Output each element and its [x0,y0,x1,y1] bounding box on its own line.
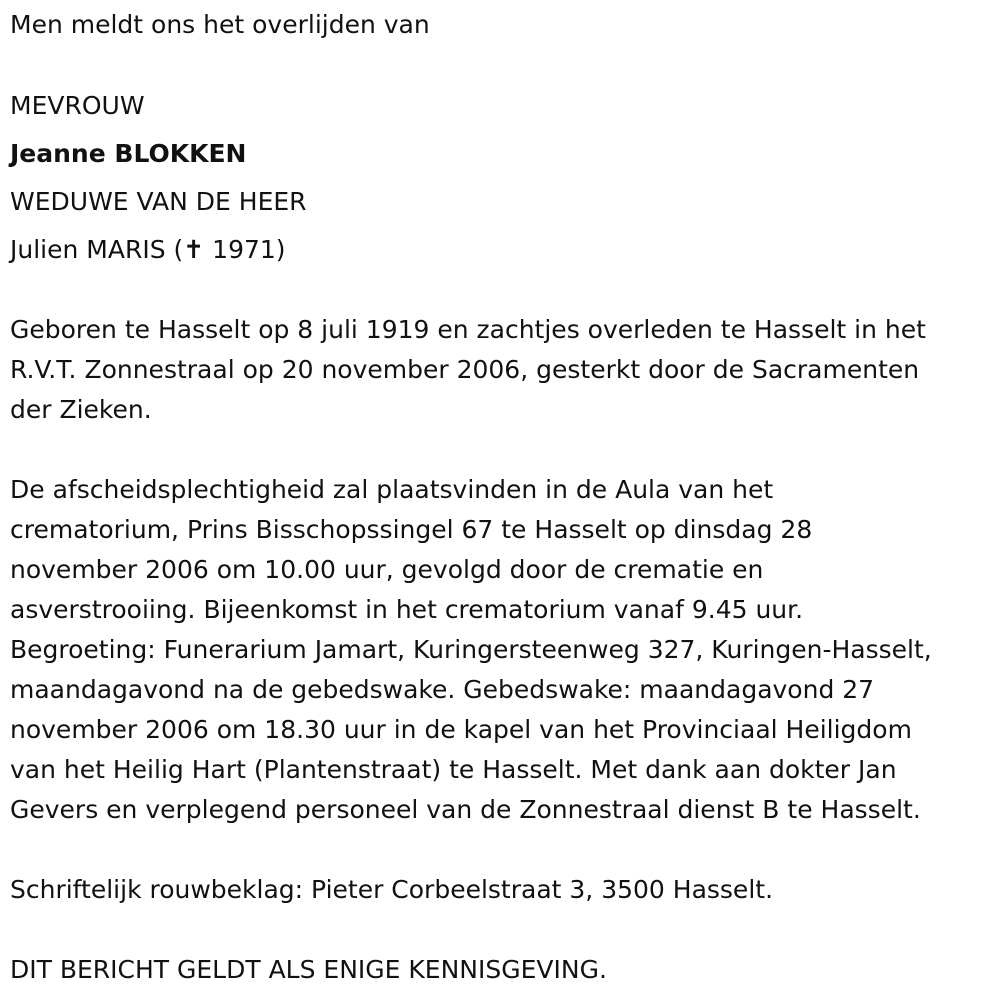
paragraph-line: crematorium, Prins Bisschopssingel 67 te Hasselt op dinsdag 28 [10,515,813,544]
paragraph-line: Gevers en verplegend personeel van de Zonnestraal dienst B te Hasselt. [10,795,921,824]
paragraph-line: der Zieken. [10,395,152,424]
paragraph-line: november 2006 om 18.30 uur in de kapel van het Provinciaal Heiligdom [10,715,912,744]
paragraph-line: Geboren te Hasselt op 8 juli 1919 en zachtjes overleden te Hasselt in het [10,315,926,344]
paragraph-line: asverstrooiing. Bijeenkomst in het crematorium vanaf 9.45 uur. [10,595,804,624]
paragraph-line: R.V.T. Zonnestraal op 20 november 2006, gesterkt door de Sacramenten [10,355,920,384]
intro-text: Men meldt ons het overlijden van [10,10,430,39]
paragraph-line: november 2006 om 10.00 uur, gevolgd door de crematie en [10,555,764,584]
ceremony-paragraph [10,470,932,830]
widow-of-label: WEDUWE VAN DE HEER [10,187,307,216]
deceased-name: Jeanne BLOKKEN [10,139,247,168]
paragraph-line: van het Heilig Hart (Plantenstraat) te Hasselt. Met dank aan dokter Jan [10,755,897,784]
paragraph-line: maandagavond na de gebedswake. Gebedswake: maandagavond 27 [10,675,875,704]
honorific-title: MEVROUW [10,91,145,120]
husband-name: Julien MARIS (✝ 1971) [10,235,286,264]
paragraph-line: De afscheidsplechtigheid zal plaatsvinden in de Aula van het [10,475,774,504]
closing-notice: DIT BERICHT GELDT ALS ENIGE KENNISGEVING. [10,955,607,984]
birth-death-paragraph [10,310,926,430]
condolence-address: Schriftelijk rouwbeklag: Pieter Corbeelstraat 3, 3500 Hasselt. [10,875,774,904]
paragraph-line: Begroeting: Funerarium Jamart, Kuringersteenweg 327, Kuringen-Hasselt, [10,635,932,664]
